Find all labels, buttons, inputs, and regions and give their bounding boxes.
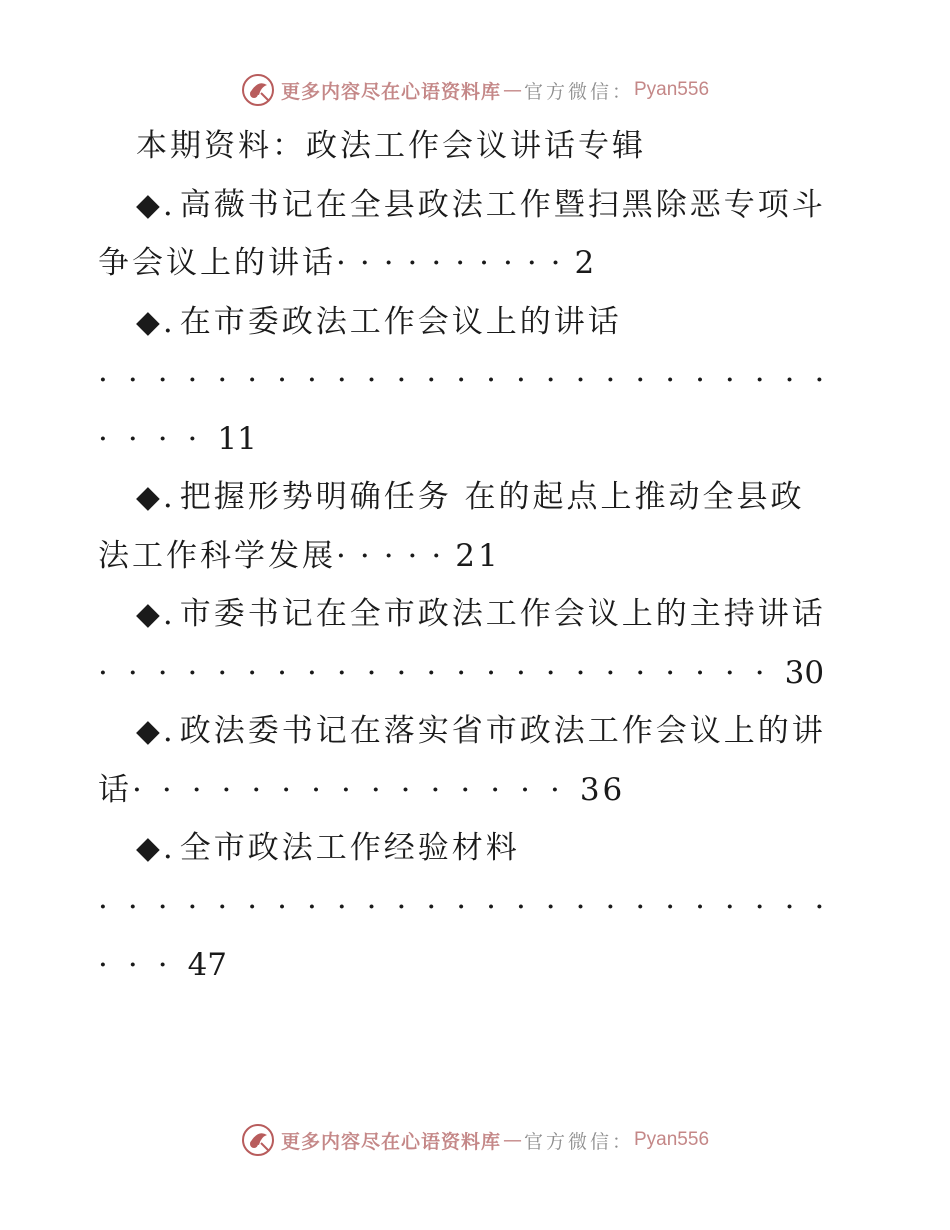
- toc-entry-6-line1: [98, 819, 858, 878]
- bullet-icon: ◆.: [136, 713, 176, 749]
- watermark-wechat-id: Pyan556: [634, 79, 710, 100]
- toc-entry-title: 市委书记在全市政法工作会议上的主持讲话: [179, 596, 826, 632]
- toc-entry-title: 政法委书记在落实省市政法工作会议上的讲: [179, 713, 826, 749]
- watermark-dash: —: [502, 79, 522, 101]
- toc-entry-title: 争会议上的讲话: [98, 245, 336, 281]
- toc-page-number: 11: [217, 420, 257, 457]
- bullet-icon: ◆.: [136, 596, 176, 632]
- watermark-official-label: 官方微信：: [523, 80, 634, 103]
- toc-entry-1-line1: [98, 176, 858, 235]
- toc-leader-dots: ·························: [98, 888, 845, 925]
- bullet-icon: ◆.: [136, 830, 176, 866]
- toc-entry-title: 话: [98, 771, 132, 808]
- toc-page-number: 47: [187, 947, 228, 983]
- toc-entry-3-line1: [98, 468, 858, 527]
- toc-entry-4-line2: [98, 644, 858, 703]
- bullet-icon: ◆.: [136, 186, 176, 223]
- toc-entry-5-line2: [98, 761, 858, 820]
- bullet-icon: ◆.: [136, 303, 176, 340]
- table-of-contents: [98, 117, 858, 995]
- logo-icon: [241, 1123, 275, 1157]
- toc-entry-2-line3: [98, 410, 858, 469]
- watermark-brand: 更多内容尽在心语资料库: [280, 80, 501, 103]
- toc-leader-dots: ···············: [132, 771, 580, 808]
- toc-page-number: 36: [579, 771, 626, 808]
- document-heading: 本期资料：政法工作会议讲话专辑: [136, 128, 646, 164]
- watermark-header: [0, 70, 950, 110]
- watermark-official-label: 官方微信：: [523, 1130, 634, 1153]
- toc-page-number: 2: [574, 245, 598, 281]
- toc-leader-dots: ····: [98, 420, 218, 457]
- bullet-icon: ◆.: [136, 479, 176, 515]
- watermark-wechat-id: Pyan556: [634, 1129, 710, 1150]
- toc-entry-title: 法工作科学发展: [98, 537, 336, 574]
- toc-entry-title: 在市委政法工作会议上的讲话: [179, 303, 622, 340]
- toc-leader-dots: ··········: [336, 245, 575, 281]
- watermark-footer: [0, 1120, 950, 1160]
- toc-leader-dots: ···: [98, 947, 188, 983]
- toc-entry-5-line1: [98, 702, 858, 761]
- toc-entry-title: 全市政法工作经验材料: [179, 830, 520, 866]
- toc-page-number: 30: [784, 654, 825, 691]
- toc-entry-1-line2: [98, 234, 858, 293]
- toc-entry-title: 高薇书记在全县政法工作暨扫黑除恶专项斗: [179, 186, 826, 223]
- watermark-brand: 更多内容尽在心语资料库: [280, 1130, 501, 1153]
- toc-entry-6-line3: [98, 936, 858, 995]
- toc-leader-dots: ·····: [336, 537, 456, 574]
- toc-leader-dots: ·························: [98, 362, 845, 398]
- toc-entry-3-line2: [98, 527, 858, 586]
- toc-page-number: 21: [455, 537, 501, 574]
- toc-entry-title: 把握形势明确任务 在的起点上推动全县政: [179, 479, 805, 515]
- toc-entry-2-line1: [98, 293, 858, 352]
- watermark-dash: —: [502, 1129, 522, 1151]
- toc-entry-4-line1: [98, 585, 858, 644]
- toc-leader-dots: ·······················: [98, 654, 785, 691]
- logo-icon: [241, 73, 275, 107]
